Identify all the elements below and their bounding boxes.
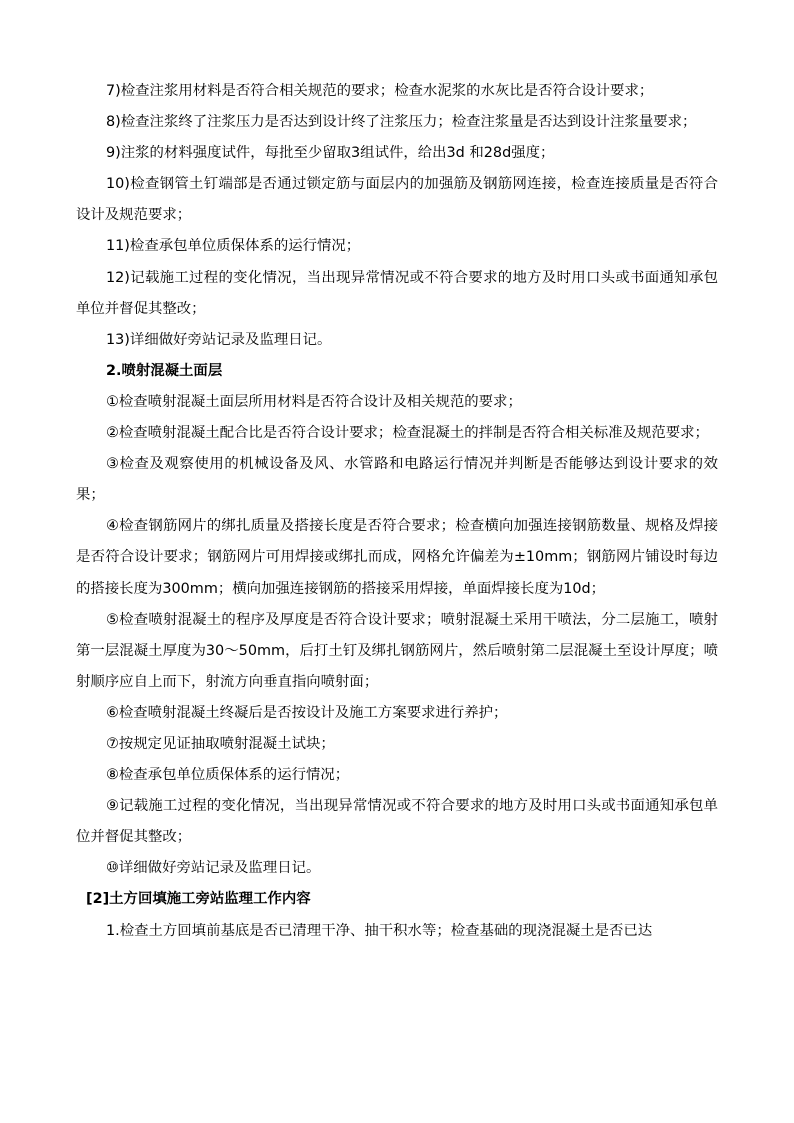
paragraph-item-9: 9)注浆的材料强度试件，每批至少留取3组试件，给出3d 和28d强度； <box>106 145 555 162</box>
paragraph-circled-4: ④检查钢筋网片的绑扎质量及搭接长度是否符合要求；检查横向加强连接钢筋数量、规格及焊接是否符合设计要求；钢筋网片可用焊接或绑扎而成，网格允许偏差为±10mm；钢筋网片铺设时每边的搭接长度为300mm；横向加强连接钢筋的搭接采用焊接，单面焊接长度为10d； <box>76 518 718 597</box>
paragraph-circled-7: ⑦按规定见证抽取喷射混凝土试块； <box>106 735 335 752</box>
paragraph-backfill-1: 1.检查土方回填前基底是否已清理干净、抽干积水等；检查基础的现浇混凝土是否已达 <box>106 922 653 939</box>
section-heading: [2]土方回填施工旁站监理工作内容 <box>86 891 311 908</box>
paragraph-item-11: 11)检查承包单位质保体系的运行情况； <box>106 238 361 255</box>
document-body <box>76 76 718 947</box>
paragraph-circled-8: ⑧检查承包单位质保体系的运行情况； <box>106 767 350 784</box>
paragraph-circled-9: ⑨记载施工过程的变化情况，当出现异常情况或不符合要求的地方及时用口头或书面通知承包单位并督促其整改； <box>76 798 718 846</box>
paragraph-item-8: 8)检查注浆终了注浆压力是否达到设计终了注浆压力；检查注浆量是否达到设计注浆量要求； <box>106 114 697 131</box>
paragraph-item-12: 12)记载施工过程的变化情况，当出现异常情况或不符合要求的地方及时用口头或书面通知承包单位并督促其整改； <box>76 269 718 317</box>
paragraph-circled-3: ③检查及观察使用的机械设备及风、水管路和电路运行情况并判断是否能够达到设计要求的效果； <box>76 456 718 504</box>
paragraph-circled-10: ⑩详细做好旁站记录及监理日记。 <box>106 860 321 877</box>
paragraph-circled-6: ⑥检查喷射混凝土终凝后是否按设计及施工方案要求进行养护； <box>106 704 508 721</box>
paragraph-circled-1: ①检查喷射混凝土面层所用材料是否符合设计及相关规范的要求； <box>106 393 522 410</box>
paragraph-item-13: 13)详细做好旁站记录及监理日记。 <box>106 331 332 348</box>
subsection-heading: 2.喷射混凝土面层 <box>106 362 223 379</box>
paragraph-item-10: 10)检查钢管土钉端部是否通过锁定筋与面层内的加强筋及钢筋网连接，检查连接质量是否符合设计及规范要求； <box>76 176 718 224</box>
paragraph-circled-5: ⑤检查喷射混凝土的程序及厚度是否符合设计要求；喷射混凝土采用干喷法，分二层施工，喷射第一层混凝土厚度为30～50mm，后打土钉及绑扎钢筋网片，然后喷射第二层混凝土至设计厚度；喷射顺序应自上而下，射流方向垂直指向喷射面； <box>76 611 718 690</box>
paragraph-circled-2: ②检查喷射混凝土配合比是否符合设计要求；检查混凝土的拌制是否符合相关标准及规范要求； <box>106 425 709 442</box>
paragraph-item-7: 7)检查注浆用材料是否符合相关规范的要求；检查水泥浆的水灰比是否符合设计要求； <box>106 83 654 99</box>
